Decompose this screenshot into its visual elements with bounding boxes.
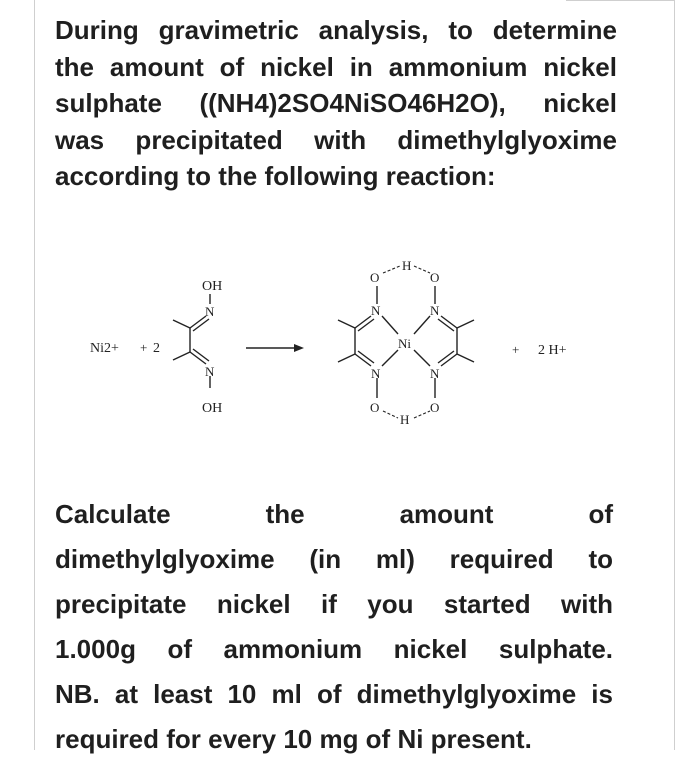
- calc-line-5: NB. at least 10 ml of dimethylglyoxime is: [55, 679, 613, 709]
- bond-complex-c-n-bl: [355, 354, 371, 366]
- hbond-top-right: [414, 266, 430, 273]
- n-label-top: N: [205, 304, 215, 319]
- calc-line-3: precipitate nickel if you started with: [55, 589, 613, 619]
- h-label-bottom: H: [400, 412, 410, 427]
- bond-complex-c-n-br-double: [438, 351, 454, 363]
- h-label-top: H: [402, 258, 412, 273]
- calc-word-calculate: Calculate: [55, 499, 171, 529]
- ni-center-label: Ni: [398, 336, 411, 351]
- bond-complex-n-c-tl: [355, 316, 371, 328]
- bond-complex-methyl-tr: [457, 320, 474, 328]
- n-label-complex-tl: N: [371, 303, 381, 318]
- bond-complex-n-c-tr-double: [438, 319, 454, 331]
- bond-ni-n-tl: [382, 316, 398, 334]
- nickel-ion-label: Ni2+: [90, 341, 119, 356]
- bond-c-n-bottom: [190, 352, 206, 364]
- n-label-complex-bl: N: [371, 366, 381, 381]
- oh-bottom-label: OH: [202, 401, 223, 416]
- plus-sign-right: +: [512, 342, 520, 357]
- reaction-arrow-head: [294, 344, 304, 352]
- frame-right-border: [674, 0, 675, 750]
- protons-label: 2 H+: [538, 343, 567, 358]
- bond-complex-c-n-br: [441, 354, 457, 366]
- bond-c-n-bottom-double: [193, 349, 209, 361]
- frame-top-border: [566, 0, 674, 1]
- bond-complex-c-n-bl-double: [358, 351, 374, 363]
- reaction-diagram: [80, 248, 620, 438]
- calculation-text: [55, 492, 613, 762]
- calc-word-of: of: [588, 499, 613, 529]
- n-label-bottom: N: [205, 364, 215, 379]
- plus-sign-left: +: [140, 340, 148, 355]
- calc-word-the: the: [265, 499, 305, 529]
- bond-n-c-top-double: [193, 319, 209, 331]
- o-label-bottom-left: O: [370, 400, 380, 415]
- o-label-top-left: O: [370, 270, 380, 285]
- bond-complex-n-c-tr: [441, 316, 457, 328]
- bond-methyl-bottom: [173, 352, 190, 360]
- bond-complex-methyl-tl: [338, 320, 355, 328]
- frame-left-border: [34, 0, 35, 750]
- bond-complex-n-c-tl-double: [358, 319, 374, 331]
- hbond-bottom-right: [414, 411, 430, 418]
- question-line-4: was precipitated with dimethylglyoxime: [55, 124, 617, 155]
- stoichiometric-coefficient: 2: [153, 341, 160, 356]
- bond-complex-methyl-br: [457, 354, 474, 362]
- oh-top-label: OH: [202, 279, 223, 294]
- bond-methyl-top: [173, 320, 190, 328]
- o-label-top-right: O: [430, 270, 440, 285]
- question-line-2: the amount of nickel in ammonium nickel: [55, 51, 617, 82]
- question-line-1: During gravimetric analysis, to determine: [55, 15, 617, 45]
- calc-word-amount: amount: [399, 499, 494, 529]
- calc-line-6: required for every 10 mg of Ni present.: [55, 724, 532, 754]
- bond-ni-n-bl: [382, 350, 398, 366]
- bond-complex-methyl-bl: [338, 354, 355, 362]
- calc-line-2: dimethylglyoxime (in ml) required to: [55, 544, 613, 574]
- n-label-complex-tr: N: [430, 303, 440, 318]
- calc-line-4: 1.000g of ammonium nickel sulphate.: [55, 634, 613, 664]
- hbond-top-left: [383, 266, 400, 273]
- reaction-scheme: [80, 248, 620, 438]
- calc-line-1: [55, 492, 613, 537]
- question-text: [55, 12, 617, 195]
- bond-ni-n-br: [414, 350, 430, 366]
- hbond-bottom-left: [383, 411, 398, 418]
- n-label-complex-br: N: [430, 366, 440, 381]
- question-line-5: according to the following reaction:: [55, 161, 496, 191]
- o-label-bottom-right: O: [430, 400, 440, 415]
- bond-ni-n-tr: [414, 316, 430, 334]
- question-line-3: sulphate ((NH4)2SO4NiSO46H2O), nickel: [55, 88, 617, 118]
- bond-n-c-top: [190, 316, 206, 328]
